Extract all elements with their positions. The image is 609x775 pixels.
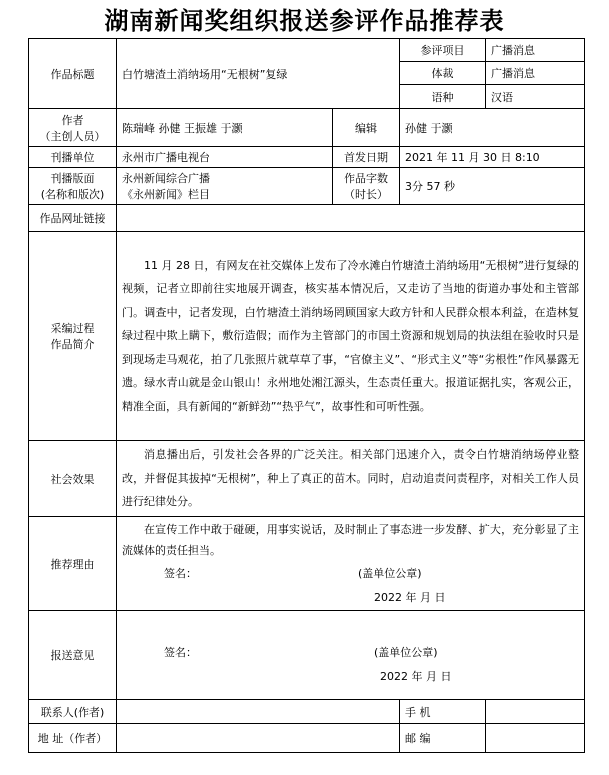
genre-value: 广播消息 — [486, 62, 585, 85]
work-title-value: 白竹塘渣土消纳场用“无根树”复绿 — [117, 39, 400, 109]
opinion-seal-label: (盖单位公章) — [374, 646, 438, 659]
reason-label: 推荐理由 — [29, 517, 117, 611]
genre-label: 体裁 — [400, 62, 486, 85]
first-date-label: 首发日期 — [333, 147, 400, 168]
effect-label: 社会效果 — [29, 441, 117, 517]
phone-value — [486, 700, 585, 724]
process-cell — [117, 232, 585, 441]
address-label: 地 址（作者） — [29, 724, 117, 753]
reason-date-row — [122, 585, 579, 609]
process-text: 11 月 28 日，有网友在社交媒体上发布了冷水滩白竹塘渣土消纳场用“无根树”进行复绿的视频，记者立即前往实地展开调查，核实基本情况后，又走访了当地的街道办事处和主管部门。调查中，记者发现，白竹塘渣土消纳场罔顾国家大政方针和人民群众根本利益，在造林复绿过程中欺上瞒下，敷衍造假；而作为主管部门的市国土资源和规划局的执法组在验收时只是到现场走马观花，拍了几张照片就草草了事，“官僚主义”、“形式主义”等“劣根性”作风暴露无遗。绿水青山就是金山银山！永州地处湘江源头，生态责任重大。报道证据扎实，客观公正，精准全面，具有新闻的“新鲜劲”“热乎气”，故事性和可听性强。 — [122, 258, 580, 413]
reason-text: 在宣传工作中敢于碰硬，用事实说话，及时制止了事态进一步发酵、扩大，充分彰显了主流媒体的责任担当。 — [122, 522, 580, 557]
opinion-label: 报送意见 — [29, 611, 117, 700]
opinion-date-row — [122, 664, 579, 688]
link-label: 作品网址链接 — [29, 205, 117, 232]
opinion-sign-label: 签名： — [164, 646, 197, 659]
word-count-label-main: 作品字数 — [344, 172, 388, 185]
duration-label-sub: （时长） — [344, 188, 388, 201]
layout-label-sub: (名称和版次) — [40, 188, 105, 201]
language-label: 语种 — [400, 85, 486, 109]
layout-label — [29, 168, 117, 205]
layout-value-line2: 《永州新闻》栏目 — [122, 188, 210, 201]
opinion-cell — [117, 611, 585, 700]
reason-date: 2022 年 月 日 — [374, 590, 446, 604]
author-label — [29, 109, 117, 147]
publisher-value: 永州市广播电视台 — [117, 147, 333, 168]
work-title-label: 作品标题 — [29, 39, 117, 109]
language-value: 汉语 — [486, 85, 585, 109]
process-label-main: 采编过程 — [50, 322, 95, 335]
effect-text: 消息播出后，引发社会各界的广泛关注。相关部门迅速介入，责令白竹塘消纳场停业整改，并督促其拔掉“无根树”，种上了真正的苗木。同时，启动追责问责程序，对相关工作人员进行纪律处分。 — [122, 448, 580, 509]
reason-sign-label: 签名： — [164, 566, 197, 580]
process-label-sub: 作品简介 — [50, 338, 95, 351]
reason-seal-label: (盖单位公章) — [358, 566, 422, 580]
recommendation-form — [28, 38, 585, 753]
authors-value: 陈瑞峰 孙健 王振雄 于灏 — [117, 109, 333, 147]
editors-value: 孙健 于灏 — [400, 109, 585, 147]
layout-label-main: 刊播版面 — [50, 172, 95, 185]
opinion-date: 2022 年 月 日 — [380, 670, 452, 683]
contact-label: 联系人(作者) — [29, 700, 117, 724]
editor-label: 编辑 — [333, 109, 400, 147]
opinion-sign-row — [122, 640, 579, 664]
reason-cell — [117, 517, 585, 611]
first-date-value: 2021 年 11 月 30 日 8:10 — [400, 147, 585, 168]
contact-value — [117, 700, 400, 724]
author-label-main: 作者 — [61, 113, 84, 127]
phone-label: 手 机 — [400, 700, 486, 724]
duration-value: 3分 57 秒 — [400, 168, 585, 205]
reason-sign-row — [122, 561, 579, 585]
postcode-label: 邮 编 — [400, 724, 486, 753]
layout-value — [117, 168, 333, 205]
layout-value-line1: 永州新闻综合广播 — [122, 172, 210, 185]
word-count-label — [333, 168, 400, 205]
effect-cell — [117, 441, 585, 517]
author-label-sub: （主创人员） — [39, 129, 106, 143]
process-label — [29, 232, 117, 441]
entry-item-value: 广播消息 — [486, 39, 585, 62]
form-title: 湖南新闻奖组织报送参评作品推荐表 — [104, 7, 505, 35]
link-value — [117, 205, 585, 232]
publisher-label: 刊播单位 — [29, 147, 117, 168]
address-value — [117, 724, 400, 753]
entry-item-label: 参评项目 — [400, 39, 486, 62]
postcode-value — [486, 724, 585, 753]
